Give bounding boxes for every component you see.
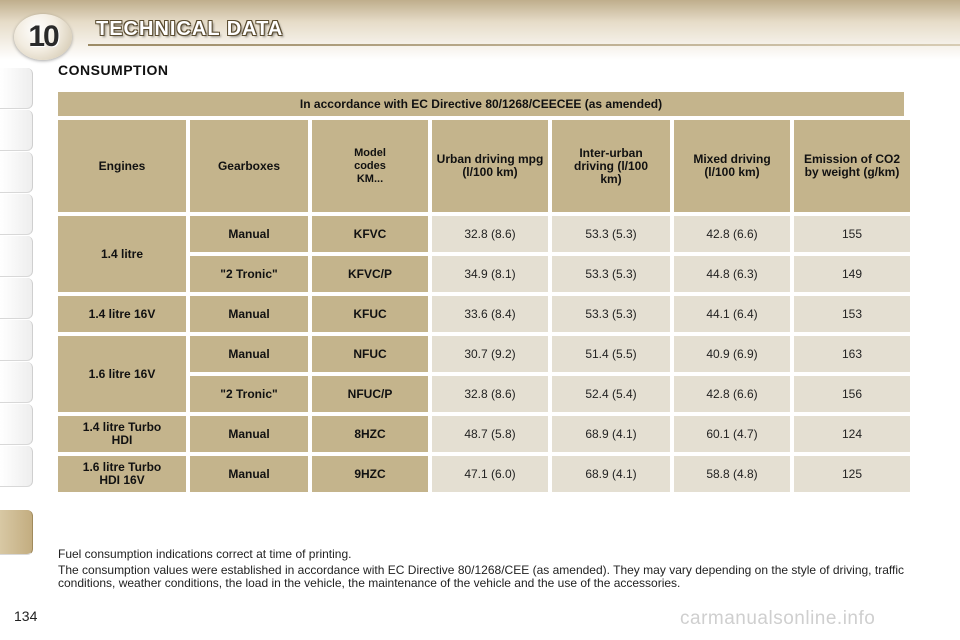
urban-cell: 48.7 (5.8) — [432, 416, 548, 452]
mixed-cell: 42.8 (6.6) — [674, 216, 790, 252]
page-title: TECHNICAL DATA — [96, 18, 284, 40]
column-header-urban: Urban driving mpg (l/100 km) — [432, 120, 548, 212]
column-header-model-codes: Model codes KM... — [312, 120, 428, 212]
co2-cell: 155 — [794, 216, 910, 252]
model-code-cell: KFUC — [312, 296, 428, 332]
chapter-tab-strip — [0, 60, 34, 580]
column-header-gearboxes: Gearboxes — [190, 120, 308, 212]
urban-cell: 30.7 (9.2) — [432, 336, 548, 372]
inter-urban-cell: 68.9 (4.1) — [552, 416, 670, 452]
urban-cell: 34.9 (8.1) — [432, 256, 548, 292]
urban-cell: 32.8 (8.6) — [432, 376, 548, 412]
footnote-directive: The consumption values were established in accordance with EC Directive 80/1268/CEE (as amended). They may vary depending on the style of driving, traffic conditions, weather conditions, the load in the vehicle, the maintenance of the vehicle and the use of the accessories. — [58, 563, 904, 590]
mixed-cell: 42.8 (6.6) — [674, 376, 790, 412]
chapter-tab[interactable] — [0, 320, 33, 361]
gearbox-cell: Manual — [190, 336, 308, 372]
co2-cell: 153 — [794, 296, 910, 332]
gearbox-cell: Manual — [190, 296, 308, 332]
model-code-cell: NFUC/P — [312, 376, 428, 412]
mixed-cell: 44.1 (6.4) — [674, 296, 790, 332]
inter-urban-cell: 51.4 (5.5) — [552, 336, 670, 372]
table-caption: In accordance with EC Directive 80/1268/CEECEE (as amended) — [58, 92, 904, 116]
chapter-tab[interactable] — [0, 278, 33, 319]
chapter-tab[interactable] — [0, 152, 33, 193]
co2-cell: 125 — [794, 456, 910, 492]
model-code-cell: KFVC — [312, 216, 428, 252]
chapter-tab[interactable] — [0, 446, 33, 487]
urban-cell: 33.6 (8.4) — [432, 296, 548, 332]
footnotes — [58, 548, 904, 590]
page-number: 134 — [14, 608, 38, 624]
co2-cell: 149 — [794, 256, 910, 292]
co2-cell: 156 — [794, 376, 910, 412]
inter-urban-cell: 53.3 (5.3) — [552, 256, 670, 292]
inter-urban-cell: 68.9 (4.1) — [552, 456, 670, 492]
gearbox-cell: "2 Tronic" — [190, 256, 308, 292]
chapter-tab[interactable] — [0, 68, 33, 109]
engine-cell: 1.4 litre — [58, 216, 186, 292]
mixed-cell: 58.8 (4.8) — [674, 456, 790, 492]
column-header-engines: Engines — [58, 120, 186, 212]
mixed-cell: 44.8 (6.3) — [674, 256, 790, 292]
co2-cell: 163 — [794, 336, 910, 372]
mixed-cell: 40.9 (6.9) — [674, 336, 790, 372]
model-code-cell: 8HZC — [312, 416, 428, 452]
footnote-printing: Fuel consumption indications correct at time of printing. — [58, 547, 352, 561]
gearbox-cell: Manual — [190, 456, 308, 492]
chapter-tab[interactable] — [0, 236, 33, 277]
inter-urban-cell: 52.4 (5.4) — [552, 376, 670, 412]
model-code-cell: KFVC/P — [312, 256, 428, 292]
engine-cell: 1.6 litre Turbo HDI 16V — [58, 456, 186, 492]
column-header-co2: Emission of CO2 by weight (g/km) — [794, 120, 910, 212]
chapter-tab[interactable] — [0, 362, 33, 403]
gearbox-cell: Manual — [190, 416, 308, 452]
chapter-tab[interactable] — [0, 194, 33, 235]
chapter-tab[interactable] — [0, 404, 33, 445]
model-code-cell: NFUC — [312, 336, 428, 372]
inter-urban-cell: 53.3 (5.3) — [552, 216, 670, 252]
co2-cell: 124 — [794, 416, 910, 452]
urban-cell: 47.1 (6.0) — [432, 456, 548, 492]
engine-cell: 1.4 litre 16V — [58, 296, 186, 332]
chapter-tab-active[interactable] — [0, 510, 33, 555]
model-code-cell: 9HZC — [312, 456, 428, 492]
chapter-badge: 10 — [14, 14, 72, 60]
column-header-inter-urban: Inter-urban driving (l/100 km) — [552, 120, 670, 212]
engine-cell: 1.4 litre Turbo HDI — [58, 416, 186, 452]
section-title: CONSUMPTION — [58, 62, 169, 78]
column-header-mixed: Mixed driving (l/100 km) — [674, 120, 790, 212]
gearbox-cell: "2 Tronic" — [190, 376, 308, 412]
consumption-table — [58, 92, 904, 492]
gearbox-cell: Manual — [190, 216, 308, 252]
header-rule — [88, 44, 960, 46]
inter-urban-cell: 53.3 (5.3) — [552, 296, 670, 332]
table-grid — [58, 120, 904, 492]
chapter-tab[interactable] — [0, 110, 33, 151]
mixed-cell: 60.1 (4.7) — [674, 416, 790, 452]
urban-cell: 32.8 (8.6) — [432, 216, 548, 252]
engine-cell: 1.6 litre 16V — [58, 336, 186, 412]
watermark: carmanualsonline.info — [680, 608, 876, 629]
